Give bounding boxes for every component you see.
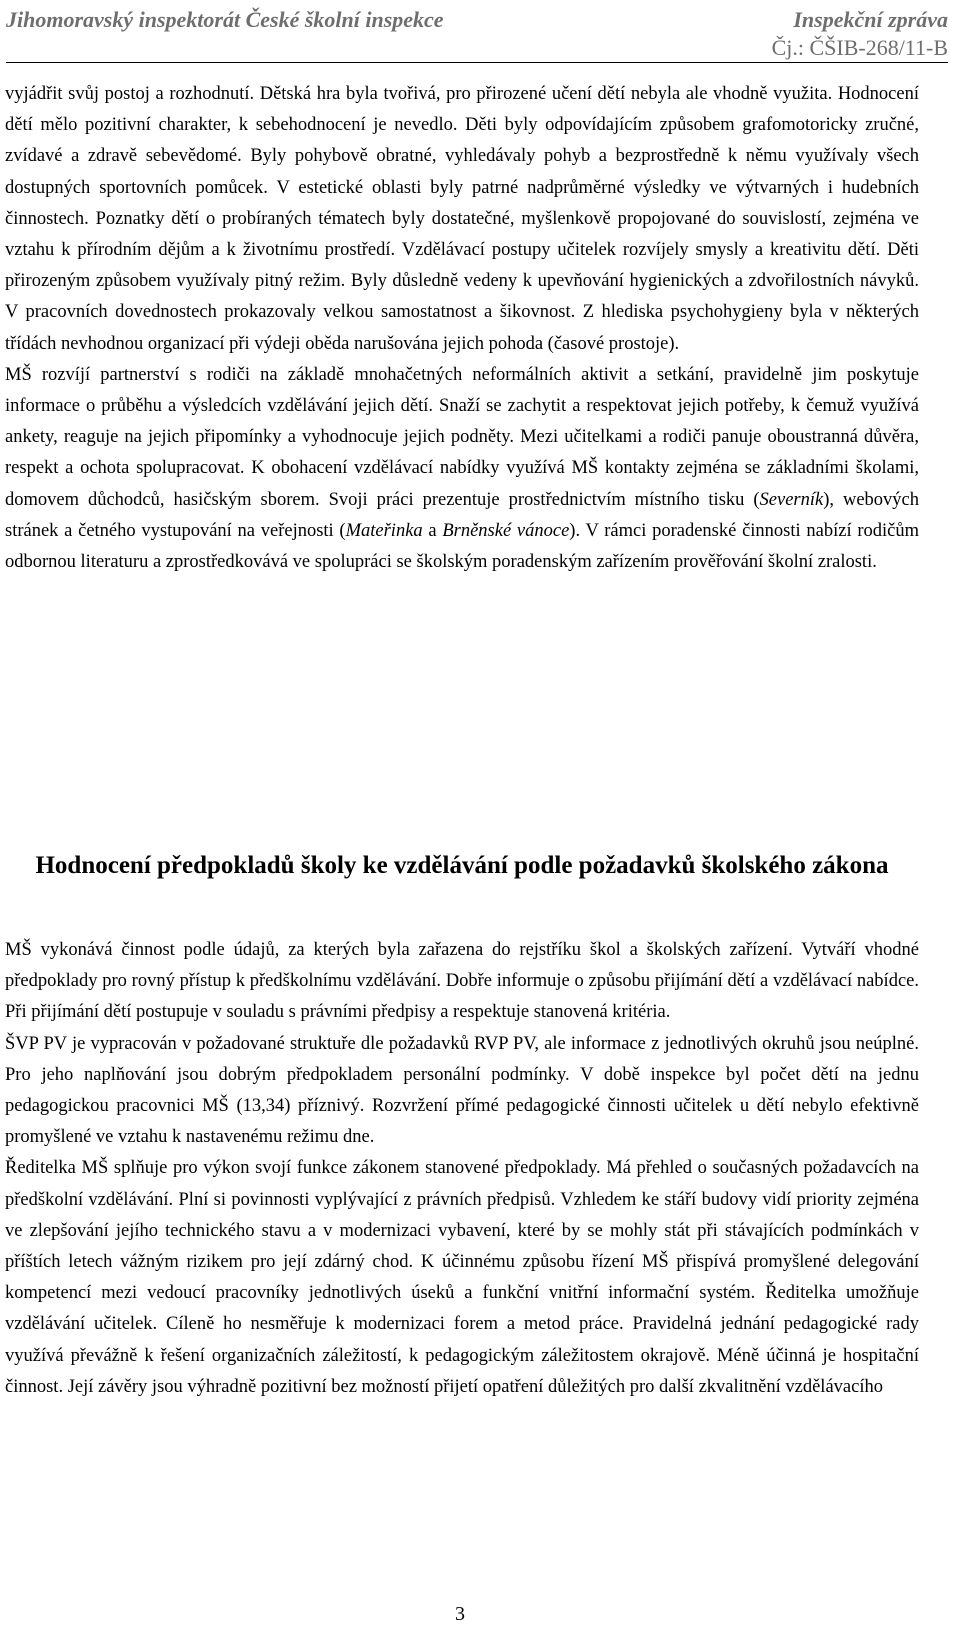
paragraph-text: ). V rámci poradenské činnosti nabízí rodičům odbornou literaturu a zprostředkovává ve spolupráci se školským poradenským zařízením prověřování školní zralosti. xyxy=(5,520,919,573)
page-header xyxy=(6,6,948,63)
paragraph-parent-partnership xyxy=(5,360,919,578)
paragraph-text: MŠ rozvíjí partnerství s rodiči na základě mnohačetných neformálních aktivit a setkání, pravidelně jim poskytuje informace o průběhu a výsledcích vzdělávání jejich dětí. Snaží se zachytit a respektovat jejich potřeby, k čemuž využívá ankety, reaguje na jejich připomínky a vyhodnocuje jejich podněty. Mezi učitelkami a rodiči panuje oboustranná důvěra, respekt a ochota spolupracovat. K obohacení vzdělávací nabídky využívá MŠ kontakty zejména se základními školami, domovem důchodců, hasičským sborem. Svoji práci prezentuje prostřednictvím místního tisku ( xyxy=(5,364,919,510)
header-document-type: Inspekční zpráva xyxy=(793,7,948,32)
section-heading: Hodnocení předpokladů školy ke vzdělávání podle požadavků školského zákona xyxy=(35,852,889,879)
paragraph-children-evaluation: vyjádřit svůj postoj a rozhodnutí. Dětská hra byla tvořivá, pro přirozené učení dětí nebyla ale vhodně využita. Hodnocení dětí mělo pozitivní charakter, k sebehodnocení je nevedlo. Děti byly odpovídajícím způsobem grafomotoricky zručné, zvídavé a zdravě sebevědomé. Byly pohybově obratné, vyhledávaly pohyb a bezprostředně k němu využívaly všech dostupných sportovních pomůcek. V estetické oblasti byly patrné nadprůměrné výsledky ve výtvarných i hudebních činnostech. Poznatky dětí o probíraných tématech byly dostatečné, myšlenkově propojované do souvislostí, zejména ve vztahu k přírodním dějům a k životnímu prostředí. Vzdělávací postupy učitelek rozvíjely smysly a kreativitu dětí. Děti přirozeným způsobem využívaly pitný režim. Byly důsledně vedeny k upevňování hygienických a zdvořilostních návyků. V pracovních dovednostech prokazovaly velkou samostatnost a šikovnost. Z hlediska psychohygieny byla v některých třídách nevhodnou organizací při výdeji oběda narušována jejich pohoda (časové prostoje). xyxy=(5,84,919,354)
header-organization: Jihomoravský inspektorát České školní inspekce xyxy=(6,7,444,32)
paragraph-svp-personnel: ŠVP PV je vypracován v požadované struktuře dle požadavků RVP PV, ale informace z jednotlivých okruhů jsou neúplné. Pro jeho naplňování jsou dobrým předpokladem personální podmínky. V době inspekce byl počet dětí na jednu pedagogickou pracovnici MŠ (13,34) příznivý. Rozvržení přímé pedagogické činnosti učitelek u dětí nebylo efektivně promyšlené ve vztahu k nastavenému režimu dne. xyxy=(5,1033,919,1148)
section-school-prerequisites xyxy=(5,935,919,1403)
paragraph-italic-text: Brněnské vánoce xyxy=(442,520,570,541)
page-number: 3 xyxy=(455,1603,465,1625)
paragraph-text: a xyxy=(422,520,443,541)
paragraph-text: ), webových stránek a četného vystupování na veřejnosti ( xyxy=(5,489,920,541)
header-right xyxy=(772,6,948,62)
paragraph-italic-text: Mateřinka xyxy=(345,520,423,541)
paragraph-italic-text: Severník xyxy=(759,489,824,510)
section-continued-text xyxy=(5,79,919,578)
header-reference-number: Čj.: ČŠIB-268/11-B xyxy=(771,35,948,60)
paragraph-registry-admission: MŠ vykonává činnost podle údajů, za kterých byla zařazena do rejstříku škol a školských zařízení. Vytváří vhodné předpoklady pro rovný přístup k předškolnímu vzdělávání. Dobře informuje o způsobu přijímání dětí a vzdělávací nabídce. Při přijímání dětí postupuje v souladu s právními předpisy a respektuje stanovená kritéria. xyxy=(5,940,919,1023)
paragraph-director: Ředitelka MŠ splňuje pro výkon svojí funkce zákonem stanovené předpoklady. Má přehled o současných požadavcích na předškolní vzdělávání. Plní si povinnosti vyplývající z právních předpisů. Vzhledem ke stáří budovy vidí priority zejména ve zlepšování jejího technického stavu a v modernizaci vybavení, které by se mohly stát při stávajících podmínkách v příštích letech vážným rizikem pro její zdárný chod. K účinnému způsobu řízení MŠ přispívá promyšlené delegování kompetencí mezi vedoucí pracovníky jednotlivých úseků a funkční vnitřní informační systém. Ředitelka umožňuje vzdělávání učitelek. Cíleně ho nesměřuje k modernizaci forem a metod práce. Pravidelná jednání pedagogické rady využívá převážně k řešení organizačních záležitostí, k pedagogickým záležitostem okrajově. Méně účinná je hospitační činnost. Její závěry jsou výhradně pozitivní bez možností přijetí opatření důležitých pro další zkvalitnění vzdělávacího xyxy=(5,1158,919,1397)
